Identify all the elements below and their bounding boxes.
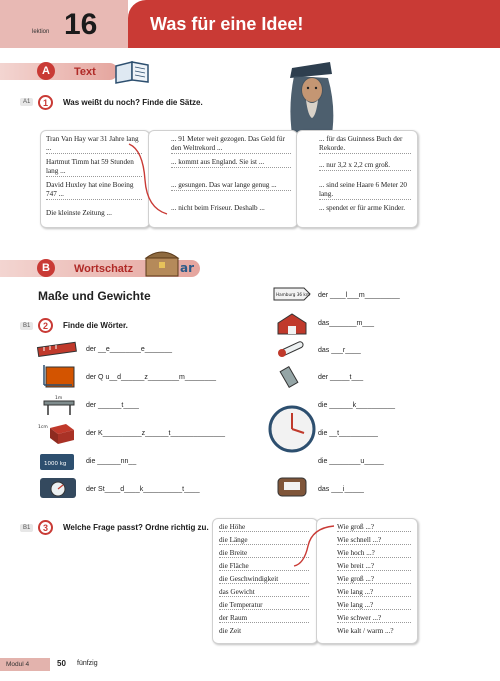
- section-b-label: Wortschatz: [74, 263, 134, 275]
- measure-item: das Gewicht: [219, 588, 309, 597]
- question-item: Wie lang ...?: [337, 601, 411, 610]
- word-gap-r4[interactable]: der _____t___: [318, 374, 364, 381]
- lesson-word: lektion: [32, 29, 50, 35]
- col1-item: David Huxley hat eine Boeing 747 ...: [46, 181, 142, 200]
- exercise-2-instruction: Finde die Wörter.: [63, 321, 128, 330]
- footer-page-number: 50: [57, 659, 66, 668]
- exercise-1-instruction: Was weißt du noch? Finde die Sätze.: [63, 98, 203, 107]
- exercise-1-number: 1: [38, 95, 53, 110]
- section-a-badge: A: [37, 62, 55, 80]
- road-sign-icon: [272, 285, 312, 303]
- section-a-label: Text: [74, 66, 96, 78]
- question-item: Wie groß ...?: [337, 523, 411, 532]
- thermometer-icon: [274, 338, 310, 360]
- question-item: Wie groß ...?: [337, 575, 411, 584]
- col3-item: ... spendet er für arme Kinder.: [319, 204, 406, 212]
- col1-item: Hartmut Timm hat 59 Stunden lang ...: [46, 158, 142, 177]
- page-title: Was für eine Idee!: [150, 14, 304, 34]
- col3-item: ... für das Guinness Buch der Rekorde.: [319, 135, 411, 154]
- sign-label: Hamburg 36 km: [276, 292, 310, 297]
- word-gap-2[interactable]: der Q u__d______z________m________: [86, 374, 217, 381]
- word-gap-6[interactable]: der St____d____k__________t____: [86, 486, 200, 493]
- col3-item: ... nur 3,2 x 2,2 cm groß.: [319, 161, 411, 171]
- clock-icon: [268, 393, 316, 465]
- col3-item: ... sind seine Haare 6 Meter 20 lang.: [319, 181, 411, 200]
- word-gap-1[interactable]: der __e________e_______: [86, 346, 173, 353]
- question-item: Wie schnell ...?: [337, 536, 411, 545]
- col1-item: Die kleinste Zeitung ...: [46, 209, 112, 217]
- lesson-number: 16: [64, 8, 98, 41]
- subheading: Maße und Gewichte: [38, 289, 151, 303]
- word-gap-r2[interactable]: das_______m___: [318, 320, 375, 327]
- measure-item: die Länge: [219, 536, 309, 545]
- measure-item: der Raum: [219, 614, 309, 623]
- section-b-badge: B: [37, 259, 55, 277]
- col1-item: Tran Van Hay war 31 Jahre lang ...: [46, 135, 142, 154]
- word-gap-4[interactable]: der K__________z______t______________: [86, 430, 225, 437]
- book-icon: [112, 58, 152, 84]
- measure-item: die Geschwindigkeit: [219, 575, 309, 584]
- col2-item: ... 91 Meter weit gezogen. Das Geld für den Weltrekord ...: [171, 135, 291, 154]
- exercise-3-number: 3: [38, 520, 53, 535]
- example-connector-line: [125, 140, 175, 220]
- word-gap-3[interactable]: der ______t____: [86, 402, 139, 409]
- word-gap-r5[interactable]: die ______k__________: [318, 402, 396, 409]
- treasure-chest-icon: [142, 246, 194, 280]
- measure-item: die Höhe: [219, 523, 309, 532]
- tape-measure-icon: [36, 340, 78, 360]
- word-gap-r7[interactable]: die ________u_____: [318, 458, 384, 465]
- house-area-icon: [274, 311, 310, 337]
- footer-page-word: fünfzig: [77, 660, 98, 667]
- question-item: Wie schwer ...?: [337, 614, 411, 623]
- measure-item: die Fläche: [219, 562, 309, 571]
- question-item: Wie kalt / warm ...?: [337, 627, 394, 635]
- table-meter-icon: [40, 393, 78, 417]
- measure-item: die Zeit: [219, 627, 242, 635]
- question-item: Wie lang ...?: [337, 588, 411, 597]
- word-gap-5[interactable]: die ______nn__: [86, 458, 137, 465]
- question-item: Wie hoch ...?: [337, 549, 411, 558]
- exercise-2-code: B1: [20, 322, 33, 330]
- word-gap-r3[interactable]: das ___r____: [318, 347, 361, 354]
- exercise-3-instruction: Welche Frage passt? Ordne richtig zu.: [63, 523, 209, 532]
- footer-module: Modul 4: [0, 658, 50, 671]
- word-gap-r1[interactable]: der ____l___m_________: [318, 292, 400, 299]
- sentence-column-3: [296, 130, 418, 228]
- cube-icon: [38, 420, 78, 446]
- long-hair-man-photo: [282, 56, 340, 136]
- svg-text:ar: ar: [180, 261, 194, 275]
- bottle-icon: [276, 364, 308, 390]
- weight-label: 1000 kg: [44, 461, 67, 467]
- exercise-1-code: A1: [20, 98, 33, 106]
- word-gap-r8[interactable]: das ___i_____: [318, 486, 364, 493]
- cube-label: 1cm: [38, 425, 48, 430]
- question-item: Wie breit ...?: [337, 562, 411, 571]
- example-match-line: [290, 520, 340, 570]
- word-gap-r6[interactable]: die __t__________: [318, 430, 378, 437]
- car-trunk-icon: [274, 472, 310, 500]
- ruler-label: 1m: [55, 396, 63, 401]
- measure-item: die Temperatur: [219, 601, 309, 610]
- exercise-2-number: 2: [38, 318, 53, 333]
- exercise-3-code: B1: [20, 524, 33, 532]
- col2-item: ... nicht beim Friseur. Deshalb ...: [171, 204, 265, 212]
- measure-item: die Breite: [219, 549, 309, 558]
- col2-item: ... kommt aus England. Sie ist ...: [171, 158, 291, 168]
- speedometer-icon: [38, 475, 78, 501]
- square-meter-icon: [40, 363, 78, 389]
- weight-icon: [38, 450, 78, 472]
- section-a-bar: [0, 63, 118, 80]
- col2-item: ... gesungen. Das war lange genug ...: [171, 181, 291, 191]
